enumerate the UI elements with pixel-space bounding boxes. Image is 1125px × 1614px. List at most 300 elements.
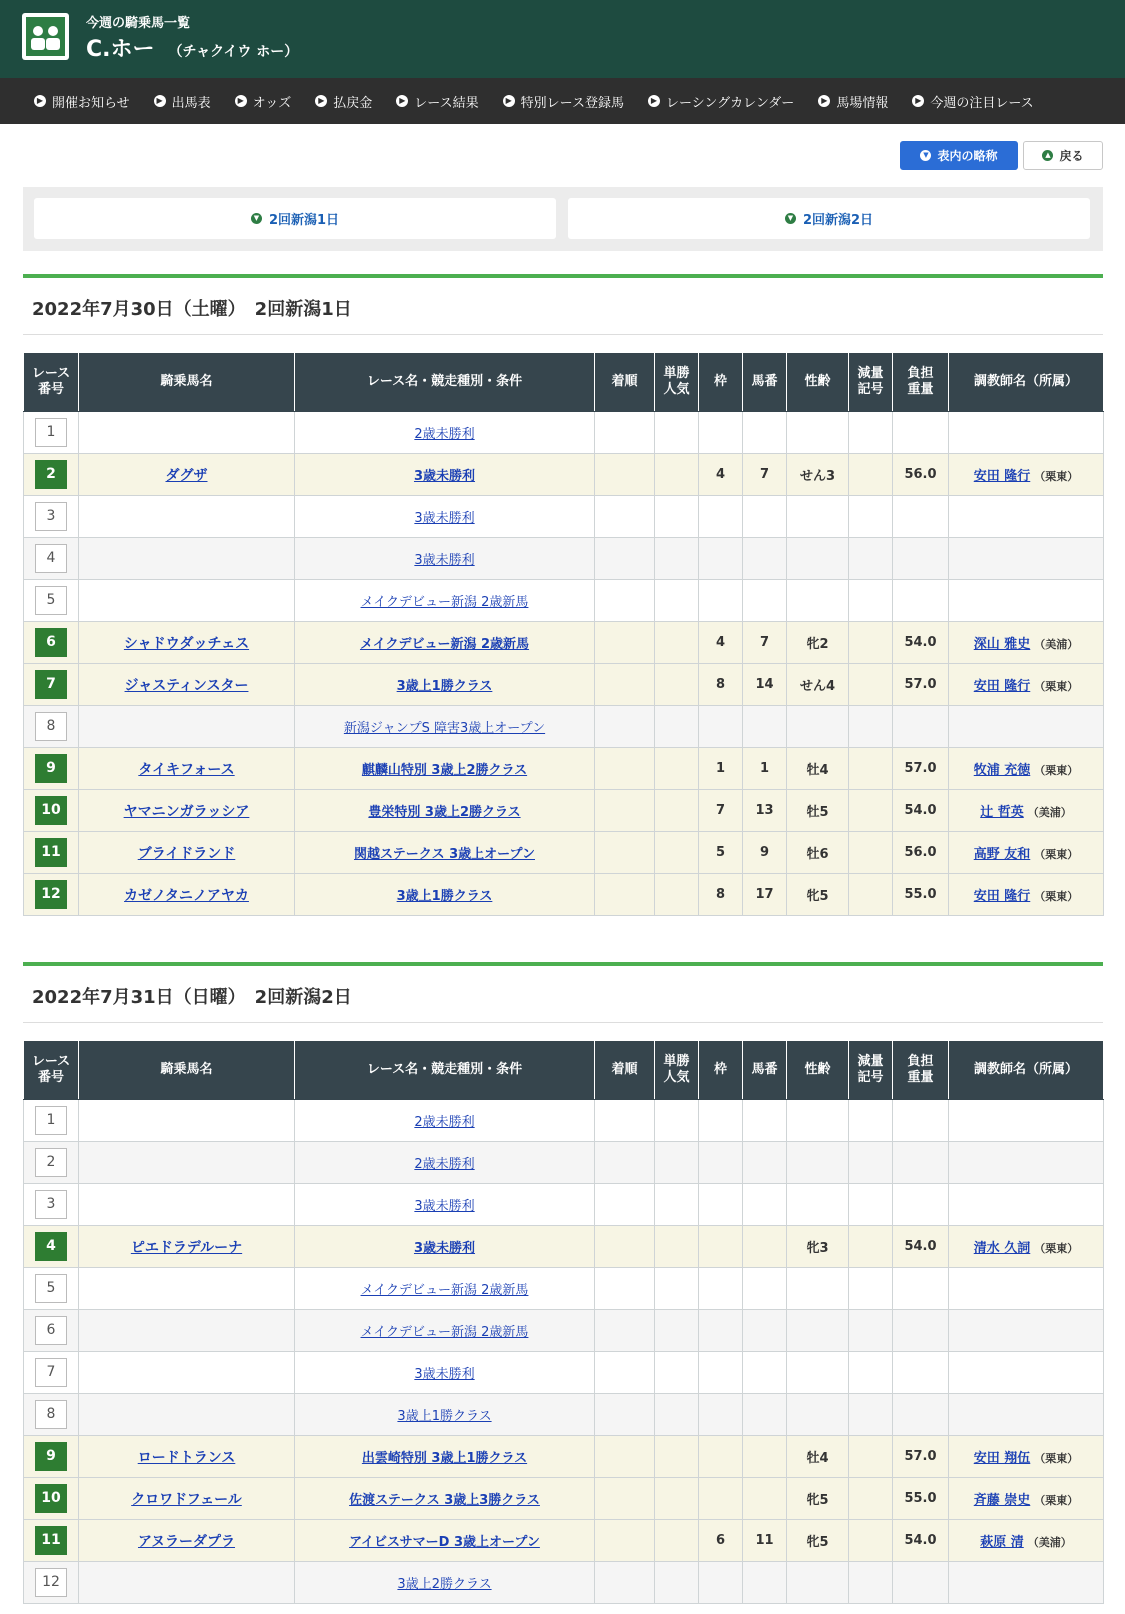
finish-order-cell [595,1520,655,1562]
section-rule [23,1022,1103,1023]
horse-number-cell: 9 [743,832,787,874]
frame-number-cell: 4 [699,622,743,664]
horse-name-cell [79,706,295,748]
race-name-cell [295,1184,595,1226]
frame-number-cell [699,1184,743,1226]
horse-number-cell [743,1562,787,1604]
race-number-cell [24,1436,79,1478]
finish-order-cell [595,832,655,874]
horse-name-cell [79,1562,295,1604]
race-link[interactable]: アイビスサマーD 3歳上オープン [349,1535,540,1550]
chevron-right-icon: ▶ [396,95,408,107]
nav-item[interactable]: ▶ 今週の注目レース [912,92,1033,111]
trainer-cell [949,580,1104,622]
popularity-cell [655,454,699,496]
page-subtitle: 今週の騎乗馬一覧 [86,16,191,31]
frame-number-cell [699,1226,743,1268]
race-link[interactable]: メイクデビュー新潟 2歳新馬 [360,595,529,610]
chevron-right-icon: ▶ [154,95,166,107]
finish-order-cell [595,622,655,664]
race-name-cell [295,580,595,622]
horse-link[interactable]: ロードトランス [137,1449,236,1466]
day-selector [23,187,1103,251]
horse-number-cell [743,538,787,580]
carried-weight-cell: 54.0 [893,622,949,664]
race-link[interactable]: 3歳上1勝クラス [396,679,493,694]
race-number-badge: 12 [35,880,67,909]
horse-link[interactable]: シャドウダッチェス [123,635,250,652]
trainer-cell [949,1478,1104,1520]
horse-number-cell [743,1352,787,1394]
trainer-link[interactable]: 安田 翔伍 [973,1451,1031,1466]
weight-reduction-cell [849,1268,893,1310]
table-row [24,706,1104,748]
race-number-cell [24,622,79,664]
finish-order-cell [595,1226,655,1268]
section-divider [23,962,1103,966]
carried-weight-cell [893,496,949,538]
table-row [24,1352,1104,1394]
race-name-cell [295,1142,595,1184]
horse-number-cell: 7 [743,622,787,664]
popularity-cell [655,1142,699,1184]
table-row [24,622,1104,664]
race-link[interactable]: 3歳未勝利 [414,1367,475,1382]
finish-order-cell [595,1478,655,1520]
sex-age-cell: 牡4 [787,748,849,790]
race-link[interactable]: 佐渡ステークス 3歳上3勝クラス [349,1493,540,1508]
horse-number-cell [743,580,787,622]
weight-reduction-cell [849,790,893,832]
frame-number-cell [699,412,743,454]
weight-reduction-cell [849,538,893,580]
trainer-link[interactable]: 深山 雅史 [973,637,1031,652]
horse-name-cell [79,748,295,790]
race-name-cell [295,1520,595,1562]
frame-number-cell [699,1142,743,1184]
weight-reduction-cell [849,1142,893,1184]
horse-number-cell [743,1478,787,1520]
weight-reduction-cell [849,832,893,874]
horse-name-cell [79,874,295,916]
sex-age-cell [787,580,849,622]
nav-item[interactable]: ▶ 馬場情報 [818,92,888,111]
popularity-cell [655,832,699,874]
popularity-cell [655,1394,699,1436]
carried-weight-cell [893,1184,949,1226]
column-header-trainer: 調教師名（所属） [949,1041,1104,1100]
chevron-right-icon: ▶ [818,95,830,107]
popularity-cell [655,790,699,832]
carried-weight-cell [893,1352,949,1394]
weight-reduction-cell [849,748,893,790]
race-number-badge: 6 [35,628,67,657]
carried-weight-cell: 55.0 [893,874,949,916]
sex-age-cell: 牝5 [787,1478,849,1520]
race-number-cell [24,1352,79,1394]
table-row [24,790,1104,832]
carried-weight-cell [893,1142,949,1184]
horse-number-cell: 7 [743,454,787,496]
popularity-cell [655,748,699,790]
popularity-cell [655,622,699,664]
trainer-cell [949,1268,1104,1310]
sex-age-cell: 牡6 [787,832,849,874]
race-name-cell [295,1436,595,1478]
race-link[interactable]: 3歳未勝利 [414,511,475,526]
horse-name-cell [79,1394,295,1436]
race-number-badge: 7 [35,1358,67,1387]
race-name-cell [295,1478,595,1520]
race-number-cell [24,748,79,790]
race-name-cell [295,538,595,580]
column-header-race-name: レース名・競走種別・条件 [295,353,595,412]
horse-number-cell [743,496,787,538]
race-link[interactable]: 麒麟山特別 3歳上2勝クラス [361,763,528,778]
table-row [24,664,1104,706]
race-number-badge: 7 [35,670,67,699]
column-header-finish-order: 着順 [595,1041,655,1100]
sex-age-cell [787,1394,849,1436]
sex-age-cell [787,1184,849,1226]
trainer-link[interactable]: 斉藤 崇史 [973,1493,1031,1508]
race-link[interactable]: メイクデビュー新潟 2歳新馬 [359,637,530,652]
finish-order-cell [595,1436,655,1478]
horse-link[interactable]: タイキフォース [138,761,235,778]
race-name-cell [295,412,595,454]
race-number-cell [24,790,79,832]
race-link[interactable]: 2歳未勝利 [414,1157,475,1172]
column-header-horse-name: 騎乗馬名 [79,1041,295,1100]
carried-weight-cell: 57.0 [893,664,949,706]
horse-link[interactable]: カゼノタニノアヤカ [124,887,249,904]
horse-link[interactable]: ダグザ [165,467,208,484]
trainer-cell [949,1436,1104,1478]
sex-age-cell [787,1562,849,1604]
frame-number-cell [699,1352,743,1394]
trainer-cell [949,832,1104,874]
race-link[interactable]: 3歳上1勝クラス [397,1409,492,1424]
frame-number-cell: 1 [699,748,743,790]
race-link[interactable]: 関越ステークス 3歳上オープン [353,847,535,862]
back-button[interactable]: ▲ 戻る [1023,141,1103,170]
race-number-cell [24,1184,79,1226]
race-name-cell [295,1352,595,1394]
table-row [24,496,1104,538]
race-name-cell [295,1562,595,1604]
trainer-affiliation: （栗東） [1034,848,1079,861]
trainer-link[interactable]: 辻 哲英 [980,805,1024,820]
chevron-down-icon: ▼ [251,213,262,224]
race-name-cell [295,706,595,748]
trainer-cell [949,1520,1104,1562]
carried-weight-cell [893,1268,949,1310]
column-header-frame-number: 枠 [699,1041,743,1100]
finish-order-cell [595,580,655,622]
nav-item[interactable]: ▶ 開催お知らせ [34,92,130,111]
jockey-logo-icon [22,13,69,60]
sex-age-cell [787,1310,849,1352]
section-rule [23,334,1103,335]
column-header-horse-number: 馬番 [743,1041,787,1100]
horse-number-cell [743,1394,787,1436]
carried-weight-cell [893,1394,949,1436]
horse-number-cell [743,1226,787,1268]
trainer-link[interactable]: 安田 隆行 [973,889,1031,904]
table-row [24,1226,1104,1268]
nav-item[interactable]: ▶ レーシングカレンダー [648,92,794,111]
sex-age-cell [787,706,849,748]
weight-reduction-cell [849,1184,893,1226]
carried-weight-cell [893,1562,949,1604]
trainer-link[interactable]: 高野 友和 [973,847,1031,862]
weight-reduction-cell [849,874,893,916]
race-number-badge: 6 [35,1316,67,1345]
race-name-cell [295,1394,595,1436]
race-link[interactable]: 3歳未勝利 [413,1241,476,1256]
weight-reduction-cell [849,1226,893,1268]
horse-number-cell [743,1310,787,1352]
race-number-badge: 9 [35,754,67,783]
table-row [24,454,1104,496]
trainer-cell [949,1352,1104,1394]
horse-name-cell [79,412,295,454]
horse-name-cell [79,622,295,664]
popularity-cell [655,1268,699,1310]
column-header-race-number: レース 番号 [24,1041,79,1100]
weight-reduction-cell [849,1562,893,1604]
table-row [24,412,1104,454]
column-header-horse-name: 騎乗馬名 [79,353,295,412]
trainer-affiliation: （美浦） [1027,806,1072,819]
frame-number-cell: 4 [699,454,743,496]
day-button-2[interactable]: ▼ 2回新潟2日 [568,198,1090,239]
table-row [24,1436,1104,1478]
sex-age-cell [787,1352,849,1394]
sex-age-cell: せん4 [787,664,849,706]
race-link[interactable]: 2歳未勝利 [414,427,475,442]
horse-number-cell: 1 [743,748,787,790]
trainer-cell [949,1226,1104,1268]
column-header-sex-age: 性齢 [787,1041,849,1100]
table-row [24,1394,1104,1436]
section-divider [23,274,1103,278]
frame-number-cell: 7 [699,790,743,832]
finish-order-cell [595,664,655,706]
horse-name-cell [79,454,295,496]
popularity-cell [655,1436,699,1478]
trainer-link[interactable]: 清水 久詞 [973,1241,1031,1256]
frame-number-cell [699,1436,743,1478]
horse-link[interactable]: ブライドランド [137,845,236,862]
horse-name-cell [79,496,295,538]
race-number-cell [24,1520,79,1562]
race-name-cell [295,1100,595,1142]
sex-age-cell: 牝5 [787,874,849,916]
race-name-cell [295,622,595,664]
frame-number-cell [699,538,743,580]
frame-number-cell: 8 [699,664,743,706]
trainer-affiliation: （栗東） [1034,1494,1079,1507]
horse-number-cell [743,412,787,454]
race-link[interactable]: メイクデビュー新潟 2歳新馬 [360,1283,529,1298]
weight-reduction-cell [849,580,893,622]
race-link[interactable]: 3歳未勝利 [414,553,475,568]
race-number-badge: 10 [35,1484,67,1513]
column-header-carried-weight: 負担 重量 [893,1041,949,1100]
weight-reduction-cell [849,412,893,454]
weight-reduction-cell [849,1436,893,1478]
popularity-cell [655,1310,699,1352]
table-row [24,538,1104,580]
sex-age-cell [787,412,849,454]
race-link[interactable]: 出雲崎特別 3歳上1勝クラス [361,1451,528,1466]
horse-link[interactable]: ジャスティンスター [124,677,249,694]
finish-order-cell [595,454,655,496]
table-row [24,580,1104,622]
sex-age-cell [787,1142,849,1184]
finish-order-cell [595,748,655,790]
table-row [24,874,1104,916]
abbreviation-button[interactable]: ▼ 表内の略称 [900,141,1018,170]
race-link[interactable]: 3歳未勝利 [413,469,476,484]
frame-number-cell: 5 [699,832,743,874]
race-number-badge: 11 [35,838,67,867]
race-link[interactable]: 3歳上2勝クラス [397,1577,492,1592]
trainer-cell [949,706,1104,748]
popularity-cell [655,1352,699,1394]
carried-weight-cell [893,580,949,622]
jockey-kana: （チャクイウ ホー） [168,44,299,60]
carried-weight-cell: 54.0 [893,1226,949,1268]
table-row [24,1100,1104,1142]
table-row [24,1562,1104,1604]
trainer-cell [949,1100,1104,1142]
horse-number-cell [743,706,787,748]
sex-age-cell [787,538,849,580]
race-number-badge: 3 [35,1190,67,1219]
race-link[interactable]: 3歳上1勝クラス [396,889,493,904]
race-number-cell [24,454,79,496]
frame-number-cell [699,1394,743,1436]
frame-number-cell: 8 [699,874,743,916]
nav-item[interactable]: ▶ オッズ [235,92,292,111]
carried-weight-cell: 54.0 [893,790,949,832]
column-header-horse-number: 馬番 [743,353,787,412]
table-row [24,1184,1104,1226]
horse-name-cell [79,1352,295,1394]
sex-age-cell: 牝3 [787,1226,849,1268]
chevron-right-icon: ▶ [34,95,46,107]
frame-number-cell [699,580,743,622]
carried-weight-cell: 54.0 [893,1520,949,1562]
carried-weight-cell [893,1310,949,1352]
sex-age-cell: 牝5 [787,1520,849,1562]
main-nav [0,78,1125,124]
nav-item[interactable]: ▶ 特別レース登録馬 [503,92,624,111]
race-link[interactable]: メイクデビュー新潟 2歳新馬 [360,1325,529,1340]
horse-name-cell [79,1310,295,1352]
race-number-cell [24,1394,79,1436]
trainer-link[interactable]: 安田 隆行 [973,679,1031,694]
nav-item[interactable]: ▶ レース結果 [396,92,478,111]
nav-item[interactable]: ▶ 出馬表 [154,92,211,111]
race-link[interactable]: 3歳未勝利 [414,1199,475,1214]
chevron-right-icon: ▶ [503,95,515,107]
sex-age-cell: 牝2 [787,622,849,664]
horse-name-cell [79,1226,295,1268]
race-number-cell [24,1226,79,1268]
trainer-cell [949,790,1104,832]
race-number-cell [24,1268,79,1310]
frame-number-cell: 6 [699,1520,743,1562]
trainer-link[interactable]: 牧浦 充徳 [973,763,1031,778]
trainer-cell [949,748,1104,790]
trainer-link[interactable]: 安田 隆行 [973,469,1031,484]
trainer-affiliation: （美浦） [1034,638,1079,651]
page-title [86,32,298,63]
trainer-cell [949,1562,1104,1604]
column-header-carried-weight: 負担 重量 [893,353,949,412]
chevron-right-icon: ▶ [648,95,660,107]
popularity-cell [655,412,699,454]
trainer-link[interactable]: 萩原 清 [980,1535,1024,1550]
column-header-weight-reduction: 減量 記号 [849,353,893,412]
nav-item[interactable]: ▶ 払戻金 [315,92,372,111]
frame-number-cell [699,706,743,748]
frame-number-cell [699,1562,743,1604]
horse-link[interactable]: ピエドラデルーナ [130,1239,243,1256]
sex-age-cell [787,496,849,538]
race-number-cell [24,538,79,580]
chevron-up-icon: ▲ [1042,150,1053,161]
trainer-cell [949,454,1104,496]
race-link[interactable]: 2歳未勝利 [414,1115,475,1130]
chevron-down-icon: ▼ [785,213,796,224]
horse-name-cell [79,790,295,832]
sex-age-cell: 牡4 [787,1436,849,1478]
section-title-day1: 2022年7月30日（土曜） 2回新潟1日 [32,299,352,320]
finish-order-cell [595,1352,655,1394]
race-number-cell [24,706,79,748]
trainer-affiliation: （栗東） [1034,470,1079,483]
race-number-badge: 2 [35,460,67,489]
table-header [24,1041,1104,1100]
frame-number-cell [699,1310,743,1352]
day-button-1[interactable]: ▼ 2回新潟1日 [34,198,556,239]
horse-name-cell [79,664,295,706]
finish-order-cell [595,706,655,748]
race-link[interactable]: 豊栄特別 3歳上2勝クラス [368,805,521,820]
trainer-cell [949,1310,1104,1352]
sex-age-cell [787,1100,849,1142]
race-link[interactable]: 新潟ジャンプS 障害3歳上オープン [343,721,546,736]
race-number-badge: 10 [35,796,67,825]
weight-reduction-cell [849,1478,893,1520]
finish-order-cell [595,1142,655,1184]
horse-link[interactable]: ヤマニンガラッシア [123,803,250,820]
sex-age-cell [787,1268,849,1310]
sex-age-cell: せん3 [787,454,849,496]
carried-weight-cell: 57.0 [893,1436,949,1478]
trainer-affiliation: （栗東） [1034,1452,1079,1465]
finish-order-cell [595,412,655,454]
race-name-cell [295,874,595,916]
frame-number-cell [699,1268,743,1310]
race-number-cell [24,1100,79,1142]
horse-link[interactable]: アヌラーダプラ [137,1533,236,1550]
horse-link[interactable]: クロワドフェール [131,1491,242,1508]
